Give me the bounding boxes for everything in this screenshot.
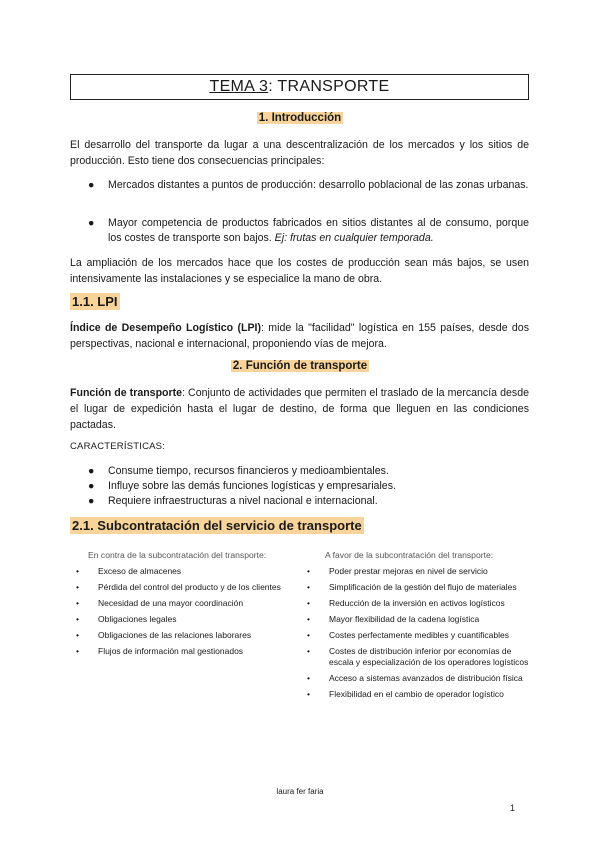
list-item: • Mayor flexibilidad de la cadena logística: [305, 614, 533, 625]
list-item: [88, 494, 529, 509]
bullet-icon: ●: [88, 465, 95, 477]
bullet-text: Requiere infraestructuras a nivel nacional e internacional.: [108, 495, 378, 507]
list-item: • Costes perfectamente medibles y cuantificables: [305, 630, 533, 641]
list-item: • Flexibilidad en el cambio de operador logístico: [305, 689, 533, 700]
footer-author: laura fer faria: [276, 787, 324, 796]
section-1-intro: El desarrollo del transporte da lugar a una descentralización de los mercados y los sitios de producción. Esto tiene dos consecuencias principales:: [70, 139, 529, 167]
bullet-example: Ej: frutas en cualquier temporada.: [274, 232, 434, 244]
bullet-icon: ●: [88, 495, 95, 507]
list-item: [88, 216, 529, 246]
section-2-heading: 2. Función de transporte: [232, 360, 368, 372]
list-item: • Flujos de información mal gestionados: [74, 646, 284, 657]
bullet-icon: ●: [88, 480, 95, 492]
list-item: [88, 464, 529, 479]
list-item: • Costes de distribución inferior por economías de escala y especialización de los operadores logísticos: [305, 646, 533, 668]
section-1-heading: 1. Introducción: [258, 112, 342, 124]
favor-list: [305, 566, 533, 705]
list-item: • Obligaciones legales: [74, 614, 284, 625]
bullet-text: Mercados distantes a puntos de producción: desarrollo poblacional de las zonas urbanas.: [108, 179, 529, 191]
list-item: • Simplificación de la gestión del flujo de materiales: [305, 582, 533, 593]
favor-column-title: A favor de la subcontratación del transporte:: [325, 550, 494, 560]
list-item: • Poder prestar mejoras en nivel de servicio: [305, 566, 533, 577]
section-2-1-heading: 2.1. Subcontratación del servicio de transporte: [72, 518, 362, 533]
lpi-term: Índice de Desempeño Logístico (LPI): [70, 322, 261, 334]
against-list: [74, 566, 284, 662]
lpi-definition: [70, 320, 529, 352]
list-item: • Reducción de la inversión en activos logísticos: [305, 598, 533, 609]
characteristics-label: CARACTERÍSTICAS:: [70, 441, 166, 452]
list-item: [88, 479, 529, 494]
bullet-text: Consume tiempo, recursos financieros y medioambientales.: [108, 465, 389, 477]
page-number: 1: [510, 803, 516, 813]
section-1-1-heading: 1.1. LPI: [72, 294, 118, 309]
transport-function-term: Función de transporte: [70, 387, 183, 399]
transport-function-text: : Conjunto de actividades que permiten el traslado de la mercancía desde el lugar de expedición hasta el lugar de destino, de forma que lleguen en las condiciones pactadas.: [70, 387, 529, 431]
bullet-icon: ●: [88, 179, 95, 191]
list-item: • Necesidad de una mayor coordinación: [74, 598, 284, 609]
title-rest: TRANSPORTE: [277, 78, 390, 95]
title-separator: :: [268, 78, 278, 95]
page-title: [70, 74, 529, 100]
list-item: [88, 178, 529, 193]
list-item: • Acceso a sistemas avanzados de distribución física: [305, 673, 533, 684]
bullet-icon: ●: [88, 217, 95, 229]
list-item: • Obligaciones de las relaciones laborares: [74, 630, 284, 641]
bullet-text: Mayor competencia de productos fabricados en sitios distantes al de consumo, porque los costes de transporte son bajos.: [108, 217, 529, 244]
bullet-text: Influye sobre las demás funciones logísticas y empresariales.: [108, 480, 396, 492]
transport-function-definition: [70, 385, 529, 433]
title-tema: TEMA 3: [209, 78, 269, 95]
list-item: • Exceso de almacenes: [74, 566, 284, 577]
against-column-title: En contra de la subcontratación del transporte:: [88, 550, 267, 560]
list-item: • Pérdida del control del producto y de los clientes: [74, 582, 284, 593]
lpi-text: : mide la "facilidad" logística en 155 países, desde dos perspectivas, nacional e internacional, proponiendo vías de mejora.: [70, 322, 529, 350]
section-1-closing: La ampliación de los mercados hace que los costes de producción sean más bajos, se usen intensivamente las instalaciones y se especialice la mano de obra.: [70, 257, 529, 285]
